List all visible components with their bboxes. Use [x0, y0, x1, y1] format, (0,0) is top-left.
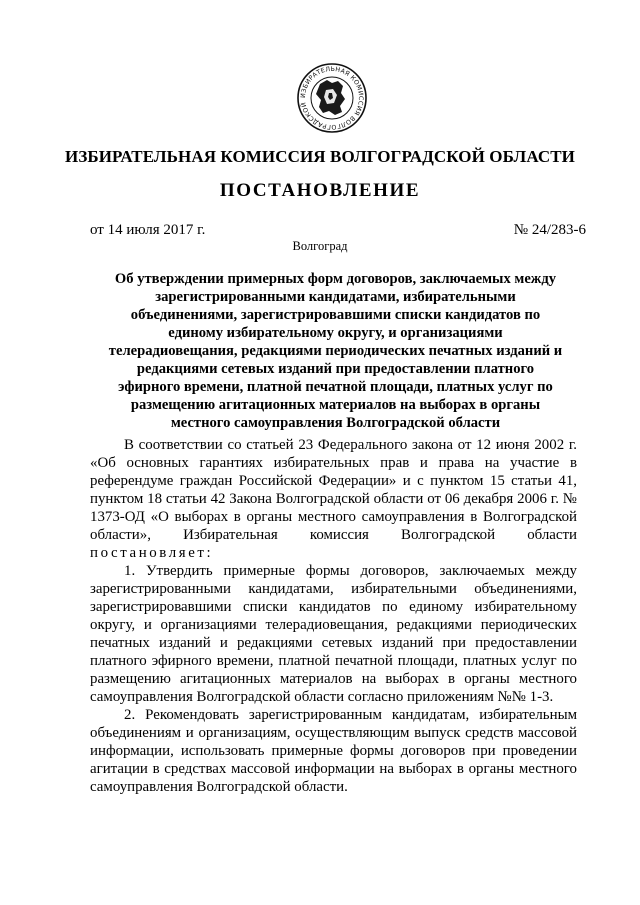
document-number: № 24/283-6: [513, 222, 586, 238]
resolution-item-2: 2. Рекомендовать зарегистрированным кандидатам, избирательным объединениям и организациям, осуществляющим выпуск средств массовой информации, использовать примерные формы договоров при проведении агитации в средствах массовой информации на выборах в органы местного самоуправления Волгоградской области.: [90, 707, 577, 795]
document-city: Волгоград: [292, 239, 348, 253]
preamble-text: В соответствии со статьей 23 Федерального закона от 12 июня 2002 г. «Об основных гарантиях избирательных прав и права на участие в референдуме граждан Российской Федерации» и с пунктом 15 статьи 41, пунктом 18 статьи 42 Закона Волгоградской области от 06 декабря 2006 г. № 1373-ОД «О выборах в органы местного самоуправления в Волгоградской области», Избирательная комиссия Волгоградской области: [90, 437, 577, 543]
document-date: от 14 июля 2017 г.: [90, 222, 206, 238]
document-title: Об утверждении примерных форм договоров, заключаемых между зарегистрированными кандидатами, избирательными объединениями, зарегистрировавшими списки кандидатов по единому избирательному округу, и организациями телерадиовещания, редакциями периодических печатных изданий и редакциями сетевых изданий при предоставлении платного эфирного времени, платной печатной площади, платных услуг по размещению агитационных материалов на выборах в органы местного самоуправления Волгоградской области: [108, 271, 563, 431]
organization-name: ИЗБИРАТЕЛЬНАЯ КОМИССИЯ ВОЛГОГРАДСКОЙ ОБЛАСТИ: [65, 147, 575, 166]
document-body: [90, 436, 577, 796]
preamble-paragraph: [90, 436, 577, 562]
regional-emblem-icon: [296, 62, 368, 134]
commission-seal: [296, 62, 368, 134]
seal-text: ИЗБИРАТЕЛЬНАЯ КОМИССИЯ ВОЛГОГРАДСКОЙ: [299, 65, 365, 131]
resolution-item-1: 1. Утвердить примерные формы договоров, заключаемых между зарегистрированными кандидатами, избирательными объединениями, зарегистрировавшими списки кандидатов по единому избирательному округу, и организациями телерадиовещания, редакциями периодических печатных изданий и редакциями сетевых изданий при предоставлении платного эфирного времени, платной печатной площади, платных услуг по размещению агитационных материалов на выборах в органы местного самоуправления Волгоградской области согласно приложениям №№ 1-3.: [90, 563, 577, 705]
resolution-word: постановляет:: [90, 545, 214, 561]
document-type: ПОСТАНОВЛЕНИЕ: [219, 180, 421, 201]
